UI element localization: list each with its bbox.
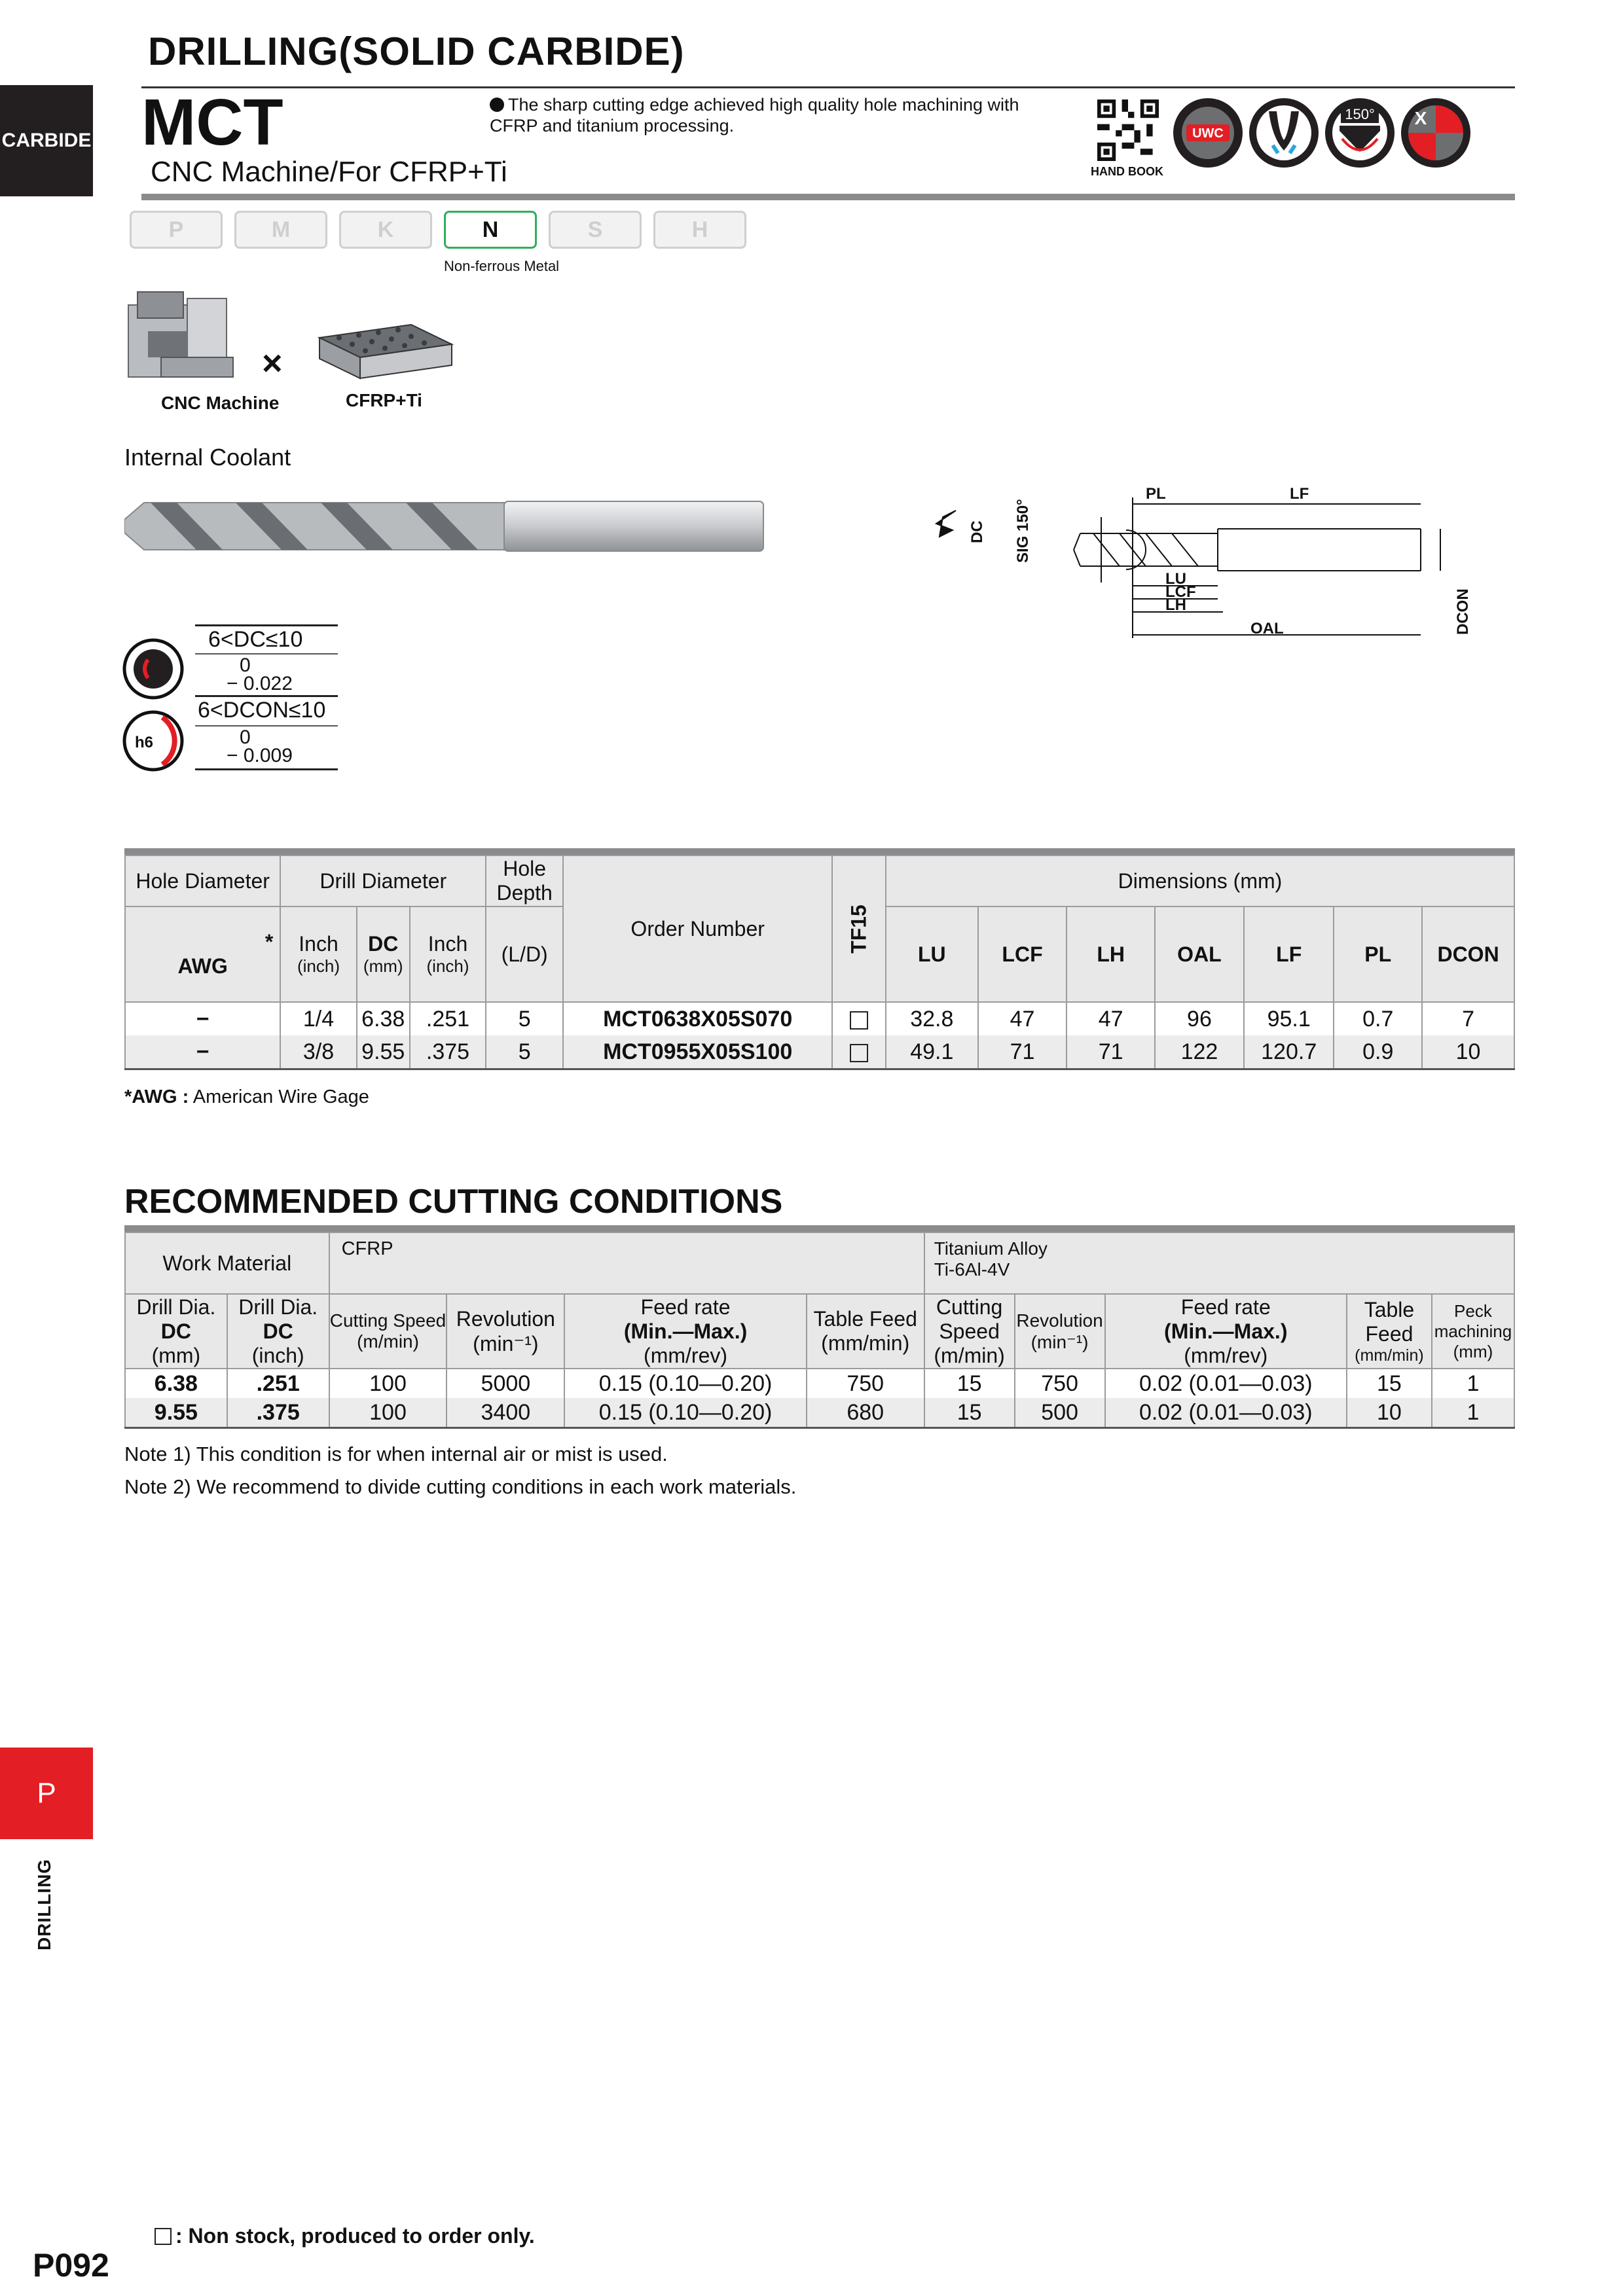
ti-revolution-cell: 500 bbox=[1015, 1398, 1105, 1428]
ti-cutting-label: Cutting bbox=[936, 1295, 1003, 1319]
feature-text-body: The sharp cutting edge achieved high quality hole machining with CFRP and titanium processing. bbox=[490, 95, 1019, 135]
lf-header: LF bbox=[1244, 906, 1334, 1002]
product-subtitle: CNC Machine/For CFRP+Ti bbox=[151, 156, 507, 188]
pl-label: PL bbox=[1146, 485, 1166, 503]
inch-header bbox=[280, 906, 356, 1002]
oal-header: OAL bbox=[1155, 906, 1244, 1002]
table-row bbox=[125, 1002, 1514, 1035]
drill-dia-label-2: Drill Dia. bbox=[238, 1295, 318, 1319]
awg-header bbox=[125, 906, 280, 1002]
bullet-icon bbox=[490, 98, 504, 112]
dc-inch-cell: .375 bbox=[227, 1398, 329, 1428]
dc-label-inch: DC bbox=[263, 1319, 293, 1343]
ti-mm-min-label: (mm/min) bbox=[1355, 1346, 1424, 1365]
work-material-header: Work Material bbox=[125, 1232, 329, 1294]
cfrp-revolution-cell: 3400 bbox=[447, 1398, 564, 1428]
lcf-cell: 71 bbox=[978, 1035, 1067, 1069]
lcf-cell: 47 bbox=[978, 1002, 1067, 1035]
revolution-label: Revolution bbox=[456, 1306, 555, 1331]
ti-min-max-label: (Min.—Max.) bbox=[1164, 1319, 1288, 1343]
ti-feed-cell: 0.02 (0.01—0.03) bbox=[1105, 1369, 1347, 1398]
dc-header bbox=[357, 906, 410, 1002]
cfrp-speed-cell: 100 bbox=[329, 1369, 447, 1398]
lcf-header: LCF bbox=[978, 906, 1067, 1002]
note-1: Note 1) This condition is for when internal air or mist is used. bbox=[124, 1443, 668, 1465]
titanium-grade: Ti-6Al-4V bbox=[934, 1259, 1010, 1280]
inch-label: Inch bbox=[299, 932, 338, 956]
dc-range: 6<DC≤10 bbox=[208, 627, 303, 652]
ti-min-unit-label: (min⁻¹) bbox=[1030, 1331, 1089, 1352]
ld-cell: 5 bbox=[486, 1035, 563, 1069]
material-label: CFRP+Ti bbox=[346, 390, 422, 410]
spec-table bbox=[124, 855, 1515, 1070]
hole-depth-header: Hole Depth bbox=[486, 855, 563, 906]
dc-cell: 9.55 bbox=[357, 1035, 410, 1069]
section-label bbox=[34, 1852, 60, 1957]
dc-inch-cell: .251 bbox=[227, 1369, 329, 1398]
awg-cell: − bbox=[125, 1002, 280, 1035]
inch-frac-cell: 1/4 bbox=[280, 1002, 356, 1035]
dcon-lower-tolerance: − 0.009 bbox=[227, 745, 293, 766]
cfrp-table-feed-cell: 680 bbox=[807, 1398, 924, 1428]
m-min-label: (m/min) bbox=[357, 1331, 419, 1352]
mm-min-label: (mm/min) bbox=[821, 1331, 910, 1355]
cfrp-header: CFRP bbox=[329, 1232, 924, 1294]
stock-legend bbox=[155, 2224, 535, 2248]
lf-label: LF bbox=[1290, 485, 1309, 503]
order-number-header: Order Number bbox=[563, 855, 832, 1002]
peck-cell: 1 bbox=[1432, 1398, 1514, 1428]
peck-mm-label: (mm) bbox=[1453, 1341, 1493, 1361]
model-title: MCT bbox=[141, 86, 283, 159]
stock-legend-text: : Non stock, produced to order only. bbox=[175, 2224, 535, 2248]
ti-table-feed-header bbox=[1347, 1294, 1432, 1369]
table-row bbox=[125, 1369, 1514, 1398]
order-number-cell[interactable]: MCT0955X05S100 bbox=[563, 1035, 832, 1069]
min-max-label: (Min.—Max.) bbox=[623, 1319, 748, 1343]
awg-label: AWG bbox=[177, 954, 228, 978]
iso-tab-p[interactable]: P bbox=[130, 211, 223, 249]
drill-diameter-header: Drill Diameter bbox=[280, 855, 486, 906]
dc-mm-cell: 9.55 bbox=[125, 1398, 227, 1428]
coolant-label: Internal Coolant bbox=[124, 444, 291, 471]
ti-table-label: Table bbox=[1364, 1297, 1415, 1321]
cnc-machine-image bbox=[122, 285, 244, 384]
header-bar bbox=[141, 194, 1515, 200]
lcf-label: LCF bbox=[1165, 583, 1196, 601]
mm-unit-label: (mm) bbox=[151, 1343, 201, 1367]
awg-cell: − bbox=[125, 1035, 280, 1069]
note-2: Note 2) We recommend to divide cutting conditions in each work materials. bbox=[124, 1475, 797, 1498]
peck-cell: 1 bbox=[1432, 1369, 1514, 1398]
feed-rate-label: Feed rate bbox=[640, 1295, 731, 1319]
dcon-range: 6<DCON≤10 bbox=[198, 698, 326, 723]
conditions-title: RECOMMENDED CUTTING CONDITIONS bbox=[124, 1183, 783, 1221]
dcon-cell: 7 bbox=[1422, 1002, 1514, 1035]
qr-code-icon[interactable] bbox=[1097, 99, 1159, 161]
oal-cell: 96 bbox=[1155, 1002, 1244, 1035]
conditions-table bbox=[124, 1232, 1515, 1429]
oal-label: OAL bbox=[1250, 620, 1284, 637]
inch-cell: .375 bbox=[410, 1035, 486, 1069]
inch-dc-header bbox=[410, 906, 486, 1002]
pl-cell: 0.9 bbox=[1334, 1035, 1422, 1069]
dimensions-header: Dimensions (mm) bbox=[886, 855, 1514, 906]
times-symbol: × bbox=[262, 344, 283, 383]
conditions-table-bar bbox=[124, 1225, 1515, 1232]
cfrp-feed-header bbox=[564, 1294, 806, 1369]
dc-label: DC bbox=[968, 520, 986, 543]
ti-speed-cell: 15 bbox=[924, 1369, 1015, 1398]
peck-label: Peck bbox=[1454, 1300, 1492, 1321]
dc-lower-tolerance: − 0.022 bbox=[227, 673, 293, 694]
cfrp-revolution-cell: 5000 bbox=[447, 1369, 564, 1398]
inch-label-2: Inch bbox=[428, 932, 468, 956]
lf-cell: 120.7 bbox=[1244, 1035, 1334, 1069]
inch-cell: .251 bbox=[410, 1002, 486, 1035]
peck-header bbox=[1432, 1294, 1514, 1369]
drill-dia-mm-header bbox=[125, 1294, 227, 1369]
dcon-tolerance-icon bbox=[122, 709, 185, 772]
dcon-cell: 10 bbox=[1422, 1035, 1514, 1069]
ti-speed-label: Speed bbox=[939, 1319, 1000, 1343]
ti-revolution-label: Revolution bbox=[1016, 1310, 1103, 1331]
machine-label: CNC Machine bbox=[161, 393, 280, 413]
oal-cell: 122 bbox=[1155, 1035, 1244, 1069]
dcon-header: DCON bbox=[1422, 906, 1514, 1002]
dcon-upper-tolerance: 0 bbox=[240, 726, 251, 748]
table-feed-label: Table Feed bbox=[813, 1307, 917, 1331]
machining-label: machining bbox=[1434, 1321, 1512, 1341]
mm-rev-label: (mm/rev) bbox=[644, 1343, 728, 1367]
pl-header: PL bbox=[1334, 906, 1422, 1002]
x-thinning-icon bbox=[1401, 98, 1470, 168]
cfrp-revolution-header bbox=[447, 1294, 564, 1369]
dc-upper-tolerance: 0 bbox=[240, 655, 251, 676]
handbook-label: HAND BOOK bbox=[1091, 165, 1163, 178]
iso-tab-k[interactable]: K bbox=[339, 211, 432, 249]
iso-tab-m[interactable]: M bbox=[234, 211, 327, 249]
page-number: P092 bbox=[33, 2247, 109, 2284]
ti-feed-header bbox=[1105, 1294, 1347, 1369]
angle-text: 150° bbox=[1345, 106, 1375, 122]
feature-text bbox=[490, 94, 1066, 136]
ti-table-feed-cell: 15 bbox=[1347, 1369, 1432, 1398]
dc-tolerance-icon bbox=[122, 637, 185, 700]
section-label-text: DRILLING bbox=[34, 1858, 54, 1950]
tf15-text: TF15 bbox=[847, 904, 871, 954]
lh-cell: 47 bbox=[1067, 1002, 1154, 1035]
hole-diameter-header: Hole Diameter bbox=[125, 855, 280, 906]
inch-frac-cell: 3/8 bbox=[280, 1035, 356, 1069]
section-letter-tab: P bbox=[0, 1748, 93, 1839]
inch-unit-label: (inch) bbox=[251, 1343, 304, 1367]
sig-label: SIG 150° bbox=[1014, 499, 1032, 563]
iso-tab-n[interactable]: N bbox=[444, 211, 537, 249]
category-title: DRILLING(SOLID CARBIDE) bbox=[148, 29, 685, 73]
drill-dia-label: Drill Dia. bbox=[136, 1295, 216, 1319]
non-stock-icon bbox=[850, 1044, 868, 1062]
non-stock-icon bbox=[850, 1011, 868, 1030]
drill-photo bbox=[124, 493, 766, 559]
inch-unit-2: (inch) bbox=[426, 956, 469, 976]
ti-table-feed-cell: 10 bbox=[1347, 1398, 1432, 1428]
iso-tab-s[interactable]: S bbox=[549, 211, 642, 249]
table-row bbox=[125, 1398, 1514, 1428]
uwc-coating-icon bbox=[1173, 98, 1243, 168]
inch-unit: (inch) bbox=[297, 956, 340, 976]
cutting-speed-label: Cutting Speed bbox=[329, 1310, 447, 1331]
cfrp-material-image bbox=[313, 318, 458, 384]
carbide-tab: CARBIDE bbox=[0, 85, 93, 196]
spec-table-bar bbox=[124, 848, 1515, 855]
order-number-cell[interactable]: MCT0638X05S070 bbox=[563, 1002, 832, 1035]
awg-note-star: * bbox=[124, 1086, 132, 1107]
tf15-cell bbox=[832, 1002, 886, 1035]
lh-header: LH bbox=[1067, 906, 1154, 1002]
dc-cell: 6.38 bbox=[357, 1002, 410, 1035]
dc-label-mm: DC bbox=[160, 1319, 191, 1343]
cfrp-table-feed-cell: 750 bbox=[807, 1369, 924, 1398]
uwc-text: UWC bbox=[1192, 126, 1224, 141]
lu-header: LU bbox=[886, 906, 978, 1002]
header-divider bbox=[141, 86, 1515, 88]
ti-feed-label: Feed bbox=[1365, 1321, 1413, 1346]
titanium-name: Titanium Alloy bbox=[934, 1238, 1048, 1259]
ti-feed-cell: 0.02 (0.01—0.03) bbox=[1105, 1398, 1347, 1428]
x-text: X bbox=[1414, 108, 1427, 128]
iso-note: Non-ferrous Metal bbox=[444, 258, 560, 274]
dc-label-cell: DC bbox=[368, 932, 399, 956]
ti-speed-header bbox=[924, 1294, 1015, 1369]
lh-cell: 71 bbox=[1067, 1035, 1154, 1069]
cfrp-speed-header bbox=[329, 1294, 447, 1369]
cfrp-speed-cell: 100 bbox=[329, 1398, 447, 1428]
lu-cell: 32.8 bbox=[886, 1002, 978, 1035]
min-unit-label: (min⁻¹) bbox=[473, 1331, 539, 1355]
cfrp-table-feed-header bbox=[807, 1294, 924, 1369]
h6-text: h6 bbox=[134, 734, 154, 751]
tf15-cell bbox=[832, 1035, 886, 1069]
cfrp-feed-cell: 0.15 (0.10—0.20) bbox=[564, 1369, 806, 1398]
ti-m-min-label: (m/min) bbox=[934, 1343, 1005, 1367]
mm-unit: (mm) bbox=[363, 956, 403, 976]
awg-note-text: American Wire Gage bbox=[189, 1086, 369, 1107]
awg-footnote bbox=[124, 1086, 369, 1108]
titanium-header bbox=[924, 1232, 1514, 1294]
awg-note-key: AWG : bbox=[132, 1086, 189, 1107]
iso-tab-h[interactable]: H bbox=[653, 211, 746, 249]
drill-dia-inch-header bbox=[227, 1294, 329, 1369]
internal-coolant-icon bbox=[1249, 98, 1319, 168]
lh-label: LH bbox=[1165, 596, 1186, 614]
non-stock-legend-icon bbox=[155, 2228, 172, 2245]
lf-cell: 95.1 bbox=[1244, 1002, 1334, 1035]
ti-revolution-header bbox=[1015, 1294, 1105, 1369]
dcon-label: DCON bbox=[1454, 588, 1472, 635]
lu-cell: 49.1 bbox=[886, 1035, 978, 1069]
awg-star: * bbox=[264, 930, 274, 954]
cfrp-feed-cell: 0.15 (0.10—0.20) bbox=[564, 1398, 806, 1428]
ti-speed-cell: 15 bbox=[924, 1398, 1015, 1428]
point-angle-icon bbox=[1325, 98, 1395, 168]
ld-cell: 5 bbox=[486, 1002, 563, 1035]
pl-cell: 0.7 bbox=[1334, 1002, 1422, 1035]
tf15-header bbox=[832, 855, 886, 1002]
dc-mm-cell: 6.38 bbox=[125, 1369, 227, 1398]
dimension-drawing bbox=[910, 471, 1486, 648]
ld-header: (L/D) bbox=[486, 906, 563, 1002]
lu-label: LU bbox=[1165, 570, 1186, 588]
table-row bbox=[125, 1035, 1514, 1069]
ti-revolution-cell: 750 bbox=[1015, 1369, 1105, 1398]
tolerance-block bbox=[122, 624, 344, 781]
ti-mm-rev-label: (mm/rev) bbox=[1184, 1343, 1268, 1367]
ti-feed-rate-label: Feed rate bbox=[1180, 1295, 1271, 1319]
